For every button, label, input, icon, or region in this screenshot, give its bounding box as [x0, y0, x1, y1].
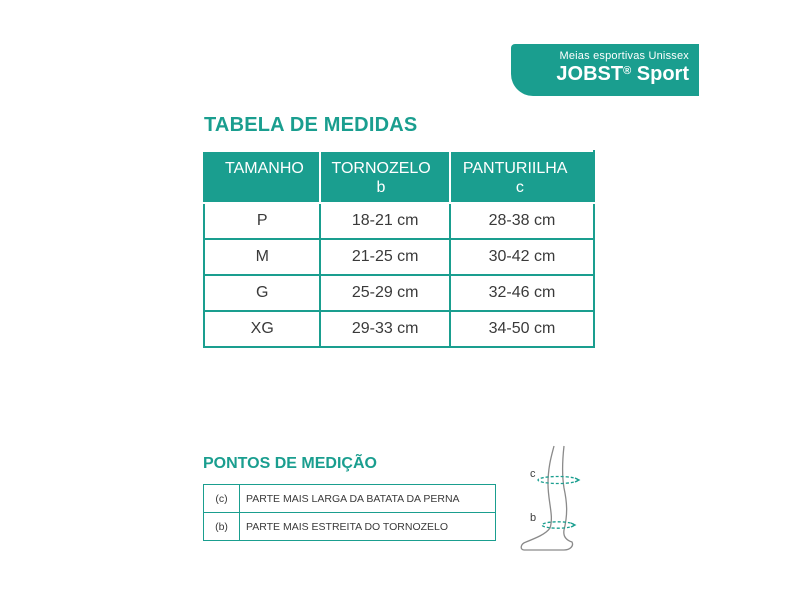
size-table-header	[204, 151, 594, 203]
ankle-ring	[542, 522, 574, 528]
brand-subtitle: Meias esportivas Unissex	[559, 50, 689, 62]
label-c: c	[530, 468, 536, 480]
size-cell: M	[204, 239, 320, 275]
measure-points-title: PONTOS DE MEDIÇÃO	[203, 455, 377, 472]
registered-mark: ®	[623, 65, 632, 77]
header-calf: PANTURIILHA c	[450, 151, 594, 203]
size-cell: P	[204, 203, 320, 239]
brand-product: Sport	[636, 63, 689, 85]
point-code: (b)	[204, 513, 240, 541]
point-description: PARTE MAIS LARGA DA BATATA DA PERNA	[240, 485, 496, 513]
size-cell: G	[204, 275, 320, 311]
header-ankle: TORNOZELO b	[320, 151, 449, 203]
brand-badge	[511, 44, 699, 96]
point-code: (c)	[204, 485, 240, 513]
table-row	[204, 275, 594, 311]
header-calf-symbol: c	[515, 179, 524, 196]
size-cell: XG	[204, 311, 320, 347]
calf-arrow-icon	[575, 478, 579, 482]
table-row	[204, 239, 594, 275]
leg-measure-icon	[512, 444, 612, 556]
ankle-cell: 21-25 cm	[320, 239, 449, 275]
table-row	[204, 513, 496, 541]
header-ankle-symbol: b	[376, 179, 386, 196]
ankle-cell: 25-29 cm	[320, 275, 449, 311]
leg-outline	[521, 446, 572, 550]
header-size: TAMANHO	[204, 151, 320, 203]
table-row	[204, 311, 594, 347]
brand-wordmark: JOBST	[556, 63, 624, 85]
measure-points-table	[203, 484, 496, 541]
calf-ring	[538, 477, 578, 484]
brand-name	[511, 63, 689, 86]
size-table	[203, 150, 595, 348]
label-b: b	[530, 512, 537, 524]
size-table-title: TABELA DE MEDIDAS	[204, 114, 418, 136]
table-row	[204, 485, 496, 513]
point-description: PARTE MAIS ESTREITA DO TORNOZELO	[240, 513, 496, 541]
calf-cell: 34-50 cm	[450, 311, 594, 347]
ankle-arrow-icon	[571, 523, 575, 527]
calf-cell: 28-38 cm	[450, 203, 594, 239]
calf-cell: 32-46 cm	[450, 275, 594, 311]
calf-cell: 30-42 cm	[450, 239, 594, 275]
ankle-cell: 18-21 cm	[320, 203, 449, 239]
table-row	[204, 203, 594, 239]
ankle-cell: 29-33 cm	[320, 311, 449, 347]
